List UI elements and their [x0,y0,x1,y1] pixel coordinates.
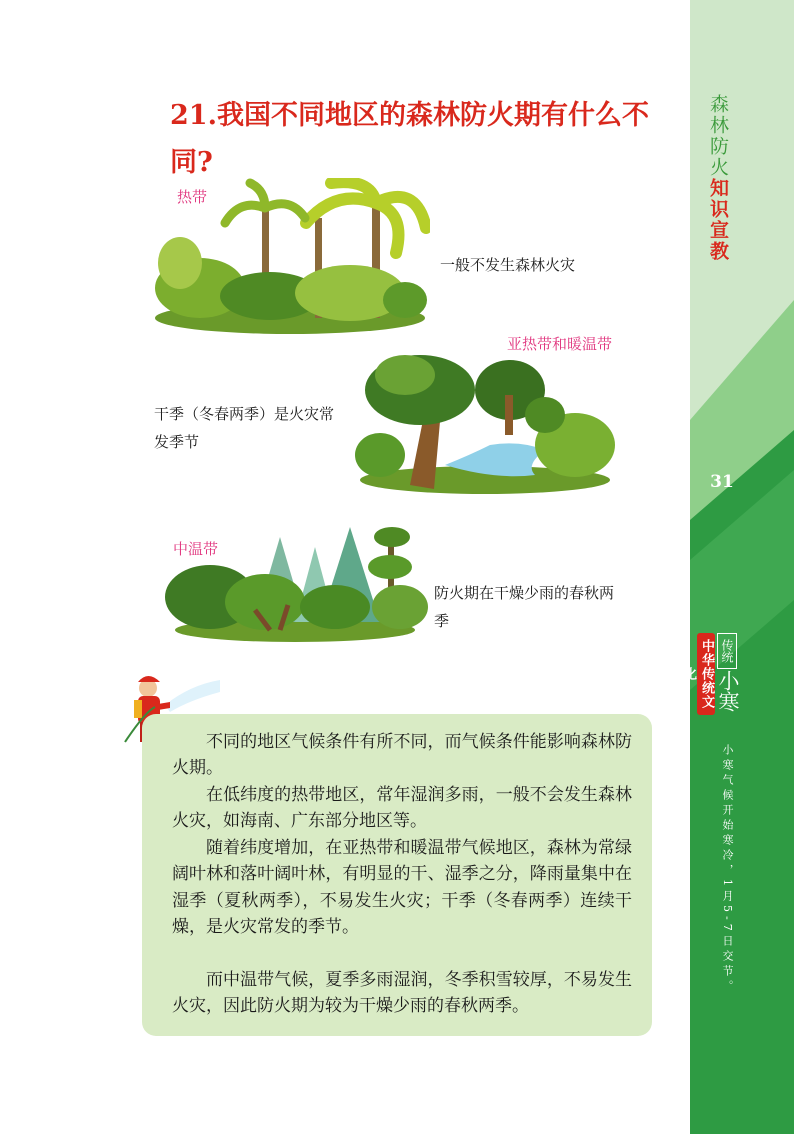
tropical-forest-illustration [150,178,430,334]
sidebar-title-accent: 知识宣教 [707,178,729,262]
paragraph-3: 随着纬度增加，在亚热带和暖温带气候地区，森林为常绿阔叶林和落叶阔叶林，有明显的干、湿季之分，降雨量集中在湿季（夏秋两季），不易发生火灾；干季（冬春两季）连续干燥，是火灾常发的季节。 [172,838,632,937]
mid-temperate-forest-illustration [160,512,430,644]
solar-term-title: 小寒 [716,670,740,712]
subtropical-forest-illustration [350,345,620,495]
culture-tag: 中华传统文化 [697,633,715,715]
zone-note-tropical: 一般不发生森林火灾 [440,256,576,274]
zone-label-mid-temperate: 中温带 [173,540,219,558]
culture-box: 传统 [717,633,737,669]
page-title: 21.我国不同地区的森林防火期有什么不同? [170,100,649,178]
zone-note-mid-temperate: 防火期在干燥少雨的春秋两季 [434,584,615,630]
zone-label-subtropical: 亚热带和暖温带 [507,335,613,353]
paragraph-2: 在低纬度的热带地区，常年湿润多雨，一般不会发生森林火灾，如海南、广东部分地区等。 [172,785,632,832]
paragraph-1: 不同的地区气候条件有所不同，而气候条件能影响森林防火期。 [172,732,632,779]
zone-label-tropical: 热带 [177,188,208,206]
sidebar-book-title [703,94,733,262]
solar-term-note: 小寒气候开始寒冷，1月5-7日交节。 [721,744,734,995]
page-number: 31 [710,472,734,492]
paragraph-4: 而中温带气候，夏季多雨湿润，冬季积雪较厚，不易发生火灾，因此防火期为较为干燥少雨的春秋两季。 [172,970,632,1017]
zone-note-subtropical: 干季（冬春两季）是火灾常发季节 [154,405,335,451]
sidebar-title-plain: 森林防火 [707,94,729,178]
